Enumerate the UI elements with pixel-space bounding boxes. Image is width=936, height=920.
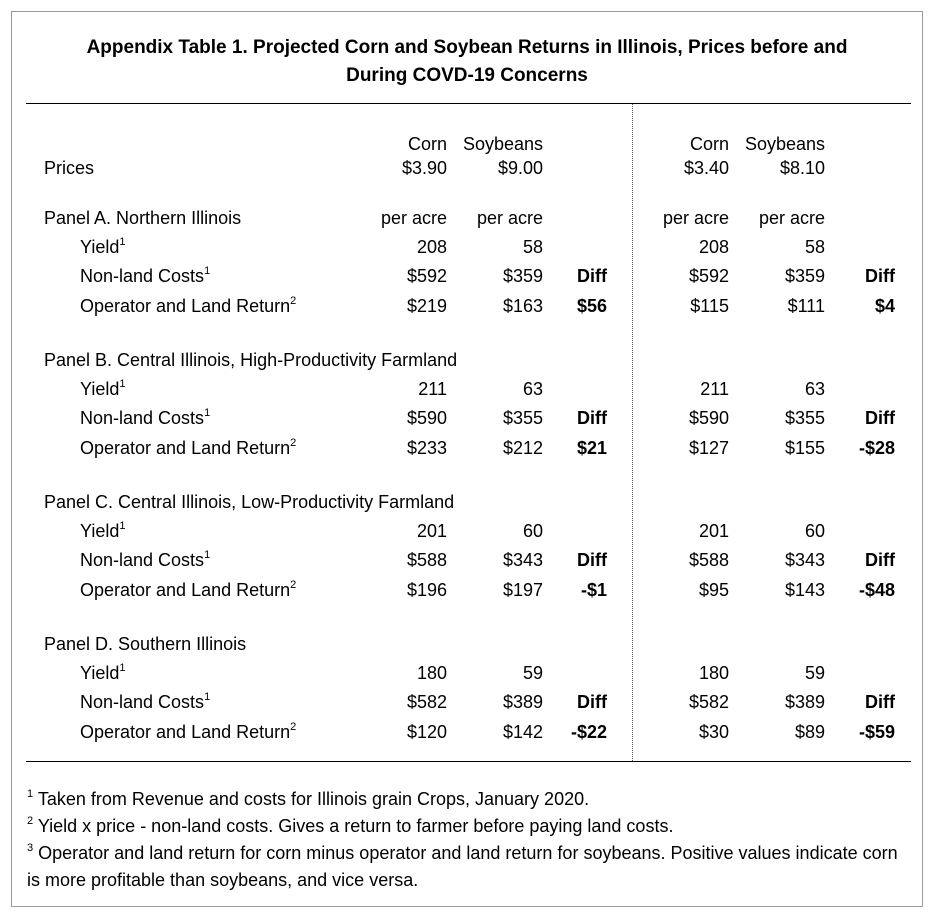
diff-header-before: Diff [577, 266, 607, 286]
costs-corn-before: $592 [406, 266, 447, 286]
yield-corn-before: 201 [416, 521, 447, 541]
nonland-costs-label: Non-land Costs$^1$ [80, 691, 211, 712]
return-label: Operator and Land Return$^2$ [80, 721, 297, 742]
diff-header-before: Diff [577, 692, 607, 712]
yield-corn-during: 201 [698, 521, 729, 541]
yield-corn-during: 180 [698, 663, 729, 683]
yield-label: Yield$^1$ [80, 662, 126, 683]
costs-soybeans-during: $389 [784, 692, 825, 712]
costs-soybeans-before: $355 [502, 408, 543, 428]
nonland-costs-label: Non-land Costs$^1$ [80, 265, 211, 286]
panel-title: Panel B. Central Illinois, High-Productivity Farmland [44, 350, 458, 370]
return-corn-during: $115 [690, 296, 729, 316]
return-corn-during: $30 [698, 722, 729, 742]
diff-header-before: Diff [577, 408, 607, 428]
price-soybeans-during: $8.10 [779, 158, 825, 178]
header-corn-before: Corn [407, 134, 447, 154]
return-soybeans-before: $197 [502, 580, 543, 600]
costs-corn-during: $592 [688, 266, 729, 286]
yield-label: Yield$^1$ [80, 520, 126, 541]
panel-title: Panel C. Central Illinois, Low-Productivity Farmland [44, 492, 455, 512]
costs-corn-during: $588 [688, 550, 729, 570]
yield-soybeans-during: 58 [804, 237, 825, 257]
price-soybeans-before: $9.00 [497, 158, 543, 178]
return-soybeans-before: $212 [502, 438, 543, 458]
yield-soybeans-during: 59 [804, 663, 825, 683]
return-corn-during: $127 [688, 438, 729, 458]
yield-label: Yield$^1$ [80, 378, 126, 399]
return-label: Operator and Land Return$^2$ [80, 295, 297, 316]
footnotes [27, 786, 907, 894]
yield-soybeans-before: 60 [522, 521, 543, 541]
return-soybeans-during: $111 [787, 296, 825, 316]
bottom-rule [26, 761, 911, 762]
nonland-costs-label: Non-land Costs$^1$ [80, 407, 211, 428]
title-line-1: Appendix Table 1. Projected Corn and Soybean Returns in Illinois, Prices before and [86, 37, 848, 58]
return-soybeans-during: $143 [784, 580, 825, 600]
return-soybeans-before: $163 [502, 296, 543, 316]
diff-header-during: Diff [865, 692, 895, 712]
prices-label: Prices [44, 158, 95, 178]
yield-corn-during: 208 [698, 237, 729, 257]
return-corn-before: $233 [406, 438, 447, 458]
yield-corn-before: 208 [416, 237, 447, 257]
return-label: Operator and Land Return$^2$ [80, 579, 297, 600]
return-soybeans-during: $89 [794, 722, 825, 742]
costs-corn-before: $588 [406, 550, 447, 570]
return-diff-before: $56 [576, 296, 607, 316]
costs-corn-during: $582 [688, 692, 729, 712]
footnote-2: $^2$ Yield x price - non-land costs. Gives a return to farmer before paying land costs. [27, 815, 674, 836]
header-soybeans-during: Soybeans [744, 134, 825, 154]
return-corn-during: $95 [698, 580, 729, 600]
return-corn-before: $196 [406, 580, 447, 600]
yield-soybeans-before: 63 [522, 379, 543, 399]
yield-corn-before: 211 [418, 379, 447, 399]
per-acre-soybeans-before: per acre [476, 208, 543, 228]
per-acre-soybeans-during: per acre [758, 208, 825, 228]
footnote-1: $^1$ Taken from Revenue and costs for Illinois grain Crops, January 2020. [27, 788, 590, 809]
return-soybeans-during: $155 [784, 438, 825, 458]
costs-corn-before: $582 [406, 692, 447, 712]
panel-title: Panel A. Northern Illinois [44, 208, 242, 228]
costs-soybeans-before: $343 [502, 550, 543, 570]
return-diff-before: -$22 [570, 722, 607, 742]
per-acre-corn-during: per acre [662, 208, 729, 228]
costs-soybeans-during: $359 [784, 266, 825, 286]
footnote-3: $^3$ Operator and land return for corn minus operator and land return for soybeans. Positive values indicate corn is more profitable than soybeans, and vice versa. [27, 842, 898, 890]
yield-corn-before: 180 [416, 663, 447, 683]
yield-corn-during: 211 [700, 379, 729, 399]
scenario-divider [632, 104, 633, 761]
costs-soybeans-during: $343 [784, 550, 825, 570]
price-corn-before: $3.90 [401, 158, 447, 178]
costs-corn-during: $590 [688, 408, 729, 428]
return-diff-during: -$28 [858, 438, 895, 458]
title-line-2: During COVD-19 Concerns [346, 65, 588, 86]
return-label: Operator and Land Return$^2$ [80, 437, 297, 458]
return-soybeans-before: $142 [502, 722, 543, 742]
header-corn-during: Corn [689, 134, 729, 154]
top-rule [26, 103, 911, 104]
return-diff-during: -$48 [858, 580, 895, 600]
costs-soybeans-before: $389 [502, 692, 543, 712]
return-diff-before: -$1 [580, 580, 607, 600]
diff-header-during: Diff [865, 266, 895, 286]
nonland-costs-label: Non-land Costs$^1$ [80, 549, 211, 570]
per-acre-corn-before: per acre [380, 208, 447, 228]
yield-soybeans-during: 63 [804, 379, 825, 399]
return-diff-before: $21 [576, 438, 607, 458]
costs-soybeans-before: $359 [502, 266, 543, 286]
yield-soybeans-before: 59 [522, 663, 543, 683]
price-corn-during: $3.40 [683, 158, 729, 178]
table-title [11, 34, 923, 90]
return-corn-before: $120 [406, 722, 447, 742]
return-diff-during: -$59 [858, 722, 895, 742]
yield-soybeans-before: 58 [522, 237, 543, 257]
diff-header-before: Diff [577, 550, 607, 570]
return-corn-before: $219 [406, 296, 447, 316]
header-soybeans-before: Soybeans [462, 134, 543, 154]
diff-header-during: Diff [865, 408, 895, 428]
yield-soybeans-during: 60 [804, 521, 825, 541]
yield-label: Yield$^1$ [80, 236, 126, 257]
diff-header-during: Diff [865, 550, 895, 570]
panel-title: Panel D. Southern Illinois [44, 634, 247, 654]
costs-soybeans-during: $355 [784, 408, 825, 428]
return-diff-during: $4 [874, 296, 895, 316]
costs-corn-before: $590 [406, 408, 447, 428]
